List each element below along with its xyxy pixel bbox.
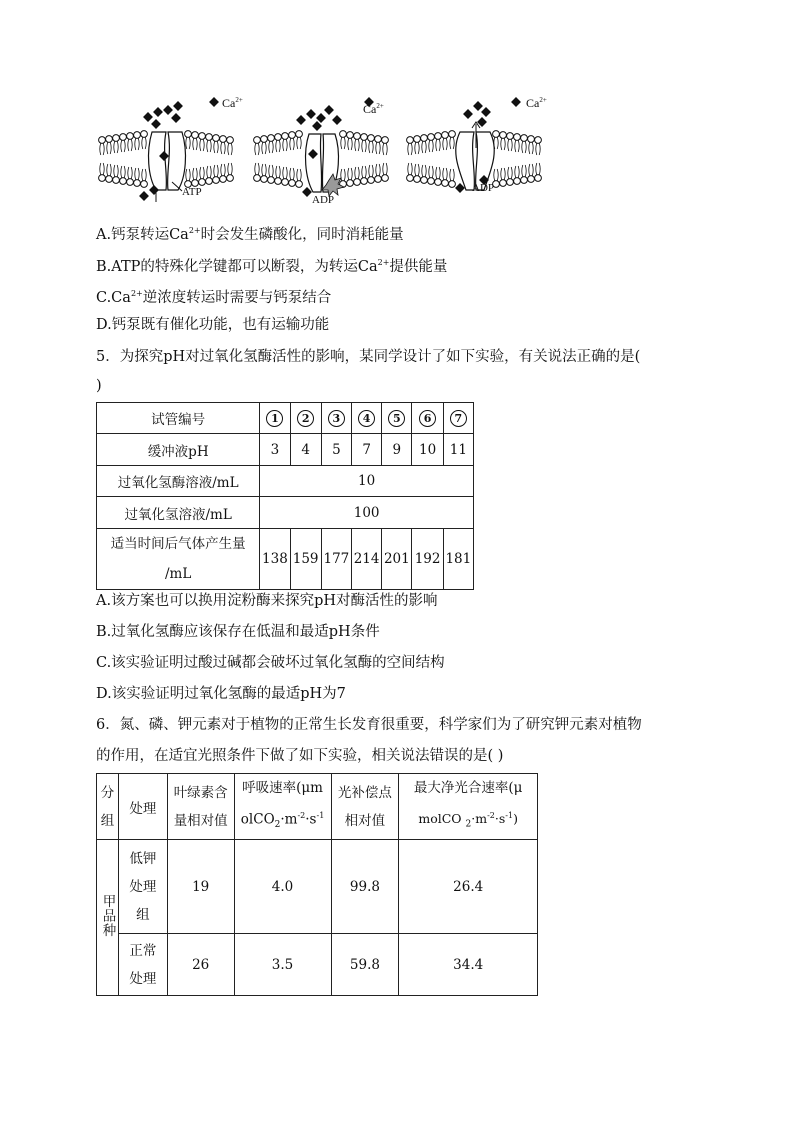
header-line: 组 — [100, 812, 115, 829]
gas-cell: 138 — [260, 529, 290, 590]
header-net-photosynthesis — [399, 774, 538, 840]
row-label: 试管编号 — [97, 403, 260, 434]
pump-panel-3 — [407, 97, 542, 193]
ph-cell: 4 — [290, 434, 321, 466]
header-line: $olCO_2\cdot m^{-2}\cdot s^{-1}$ — [240, 811, 325, 831]
respiration-cell: 4.0 — [234, 840, 331, 934]
table-row — [97, 434, 474, 466]
header-respiration — [234, 774, 331, 840]
header-line: 分 — [100, 784, 115, 801]
ion-label-2: $Ca^{2+}$ — [363, 102, 384, 116]
ph-cell: 11 — [443, 434, 473, 466]
adp-label-2: ADP — [472, 182, 495, 194]
q4-option-b: B.ATP的特殊化学键都可以断裂，为转运$Ca^{2+}$提供能量 — [96, 258, 448, 275]
header-chlorophyll — [167, 774, 234, 840]
chlorophyll-cell: 19 — [167, 840, 234, 934]
q5-stem-close: ) — [96, 378, 102, 394]
header-light-compensation — [331, 774, 399, 840]
enzyme-volume-cell: 10 — [260, 466, 474, 497]
membrane-diagram — [96, 92, 566, 210]
q4-option-d: D.钙泵既有催化功能，也有运输功能 — [96, 317, 330, 333]
q5-stem: 5．为探究pH对过氧化氢酶活性的影响，某同学设计了如下实验，有关说法正确的是( — [96, 349, 641, 365]
gas-cell: 177 — [321, 529, 351, 590]
ph-cell: 9 — [382, 434, 412, 466]
gas-cell: 201 — [382, 529, 412, 590]
table-row — [97, 934, 538, 996]
table-row — [97, 840, 538, 934]
tube-number: 2 — [290, 403, 321, 434]
header-line: 相对值 — [344, 812, 386, 829]
q6-table — [96, 773, 538, 996]
gas-cell: 192 — [412, 529, 443, 590]
treatment-line: 处理 — [129, 878, 157, 895]
light-compensation-cell: 59.8 — [331, 934, 399, 996]
row-label: 过氧化氢溶液/mL — [97, 497, 260, 529]
row-label — [97, 529, 260, 590]
gas-cell: 159 — [290, 529, 321, 590]
header-line: 呼吸速率(μm — [242, 780, 323, 796]
variety-cell: 甲品种 — [97, 840, 119, 996]
q5-option-b: B.过氧化氢酶应该保存在低温和最适pH条件 — [96, 624, 380, 640]
light-compensation-cell: 99.8 — [331, 840, 399, 934]
atp-label: ATP — [182, 186, 202, 198]
adp-label-1: ADP — [312, 194, 335, 206]
ph-cell: 7 — [352, 434, 382, 466]
net-photosynthesis-cell: 26.4 — [399, 840, 538, 934]
q4-option-c: $C.Ca^{2+}$逆浓度转运时需要与钙泵结合 — [96, 289, 332, 306]
tube-number: 7 — [443, 403, 473, 434]
q6-stem-line1: 6．氮、磷、钾元素对于植物的正常生长发育很重要，科学家们为了研究钾元素对植物 — [96, 717, 642, 733]
header-line: 最大净光合速率(μ — [413, 780, 523, 797]
treatment-cell — [118, 934, 167, 996]
q5-option-d: D.该实验证明过氧化氢酶的最适pH为7 — [96, 686, 346, 702]
table-row — [97, 466, 474, 497]
header-treatment: 处理 — [118, 774, 167, 840]
tube-number: 1 — [260, 403, 290, 434]
table-row — [97, 774, 538, 840]
ion-label-3: $Ca^{2+}$ — [526, 96, 547, 110]
row-label: 缓冲液pH — [97, 434, 260, 466]
header-group — [97, 774, 119, 840]
gas-cell: 214 — [352, 529, 382, 590]
tube-number: 3 — [321, 403, 351, 434]
row-label-line: /mL — [164, 566, 192, 582]
q5-table — [96, 402, 474, 590]
header-line: 叶绿素含 — [173, 784, 228, 801]
ph-cell: 5 — [321, 434, 351, 466]
ion-label-1: $Ca^{2+}$ — [222, 96, 243, 110]
q6-stem-line2: 的作用，在适宜光照条件下做了如下实验，相关说法错误的是( ) — [96, 748, 504, 764]
header-line: 量相对值 — [173, 812, 228, 829]
pump-panel-1 — [99, 97, 234, 202]
chlorophyll-cell: 26 — [167, 934, 234, 996]
tube-number: 5 — [382, 403, 412, 434]
treatment-line: 处理 — [129, 970, 157, 987]
treatment-line: 正常 — [129, 942, 157, 959]
header-line: molCO $_2\cdot m^{-2}\cdot s^{-1}$) — [418, 811, 518, 830]
table-row — [97, 497, 474, 529]
q5-option-c: C.该实验证明过酸过碱都会破坏过氧化氢酶的空间结构 — [96, 655, 445, 671]
calcium-pump-figure — [96, 92, 566, 210]
gas-cell: 181 — [443, 529, 473, 590]
tube-number: 4 — [352, 403, 382, 434]
table-row — [97, 403, 474, 434]
q5-option-a: A.该方案也可以换用淀粉酶来探究pH对酶活性的影响 — [96, 593, 438, 609]
h2o2-volume-cell: 100 — [260, 497, 474, 529]
ph-cell: 10 — [412, 434, 443, 466]
treatment-line: 低钾 — [129, 850, 157, 867]
ph-cell: 3 — [260, 434, 290, 466]
tube-number: 6 — [412, 403, 443, 434]
table-row — [97, 529, 474, 590]
row-label: 过氧化氢酶溶液/mL — [97, 466, 260, 497]
treatment-line: 组 — [136, 906, 150, 923]
row-label-line: 适当时间后气体产生量 — [110, 536, 246, 552]
treatment-cell — [118, 840, 167, 934]
header-line: 光补偿点 — [337, 784, 392, 801]
q4-option-a: A.钙泵转运$Ca^{2+}$时会发生磷酸化，同时消耗能量 — [96, 226, 404, 243]
respiration-cell: 3.5 — [234, 934, 331, 996]
net-photosynthesis-cell: 34.4 — [399, 934, 538, 996]
